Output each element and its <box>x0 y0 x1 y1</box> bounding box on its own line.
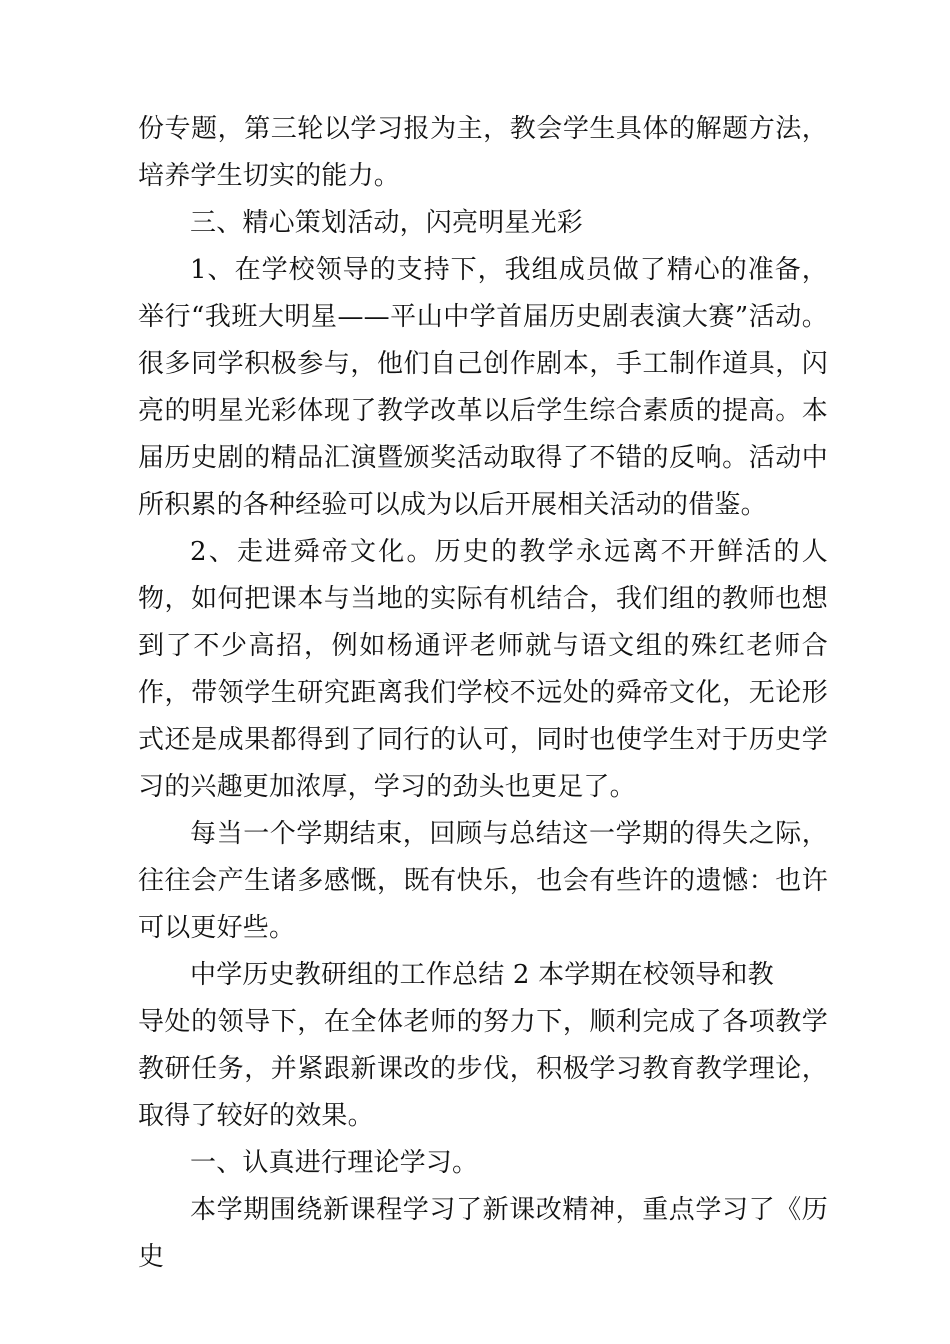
section-heading-activities: 三、精心策划活动，闪亮明星光彩 <box>190 208 584 238</box>
paragraph-summary-2-title: 中学历史教研组的工作总结 2 本学期在校领导和教 <box>190 960 774 990</box>
paragraph-summary-2-body: 导处的领导下，在全体老师的努力下，顺利完成了各项教学教研任务，并紧跟新课改的步伐，积极学习教育教学理论，取得了较好的效果。 <box>138 1007 828 1131</box>
paragraph-shun-culture: 2、走进舜帝文化。历史的教学永远离不开鲜活的人物，如何把课本与当地的实际有机结合，我们组的教师也想到了不少高招，例如杨通评老师就与语文组的殊红老师合作，带领学生研究距离我们学校不远处的舜帝文化，无论形式还是成果都得到了同行的认可，同时也使学生对于历史学习的兴趣更加浓厚，学习的劲头也更足了。 <box>138 537 828 802</box>
paragraph-drama-contest: 1、在学校领导的支持下，我组成员做了精心的准备，举行“我班大明星——平山中学首届历史剧表演大赛”活动。很多同学积极参与，他们自己创作剧本，手工制作道具，闪亮的明星光彩体现了教学改革以后学生综合素质的提高。本届历史剧的精品汇演暨颁奖活动取得了不错的反响。活动中所积累的各种经验可以成为以后开展相关活动的借鉴。 <box>138 255 828 520</box>
paragraph-semester-reflection: 每当一个学期结束，回顾与总结这一学期的得失之际，往往会产生诸多感慨，既有快乐，也会有些许的遗憾：也许可以更好些。 <box>138 819 828 943</box>
paragraph-theory-study: 本学期围绕新课程学习了新课改精神，重点学习了《历史 <box>138 1195 828 1272</box>
section-heading-theory: 一、认真进行理论学习。 <box>190 1148 479 1178</box>
document-body <box>138 106 828 1281</box>
paragraph-continuation: 份专题，第三轮以学习报为主，教会学生具体的解题方法，培养学生切实的能力。 <box>138 114 828 191</box>
